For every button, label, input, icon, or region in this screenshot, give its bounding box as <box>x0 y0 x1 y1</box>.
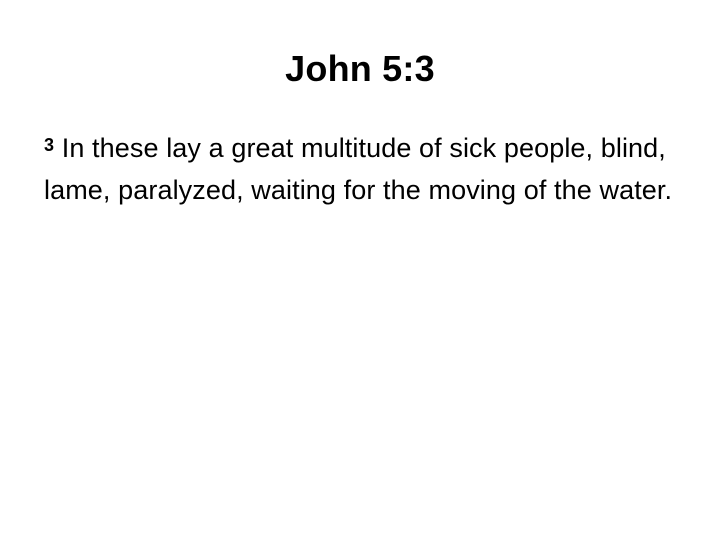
verse-number: 3 <box>44 135 55 155</box>
slide-title: John 5:3 <box>285 48 435 89</box>
verse-text: In these lay a great multitude of sick people, blind, lame, paralyzed, waiting for the moving of the water. <box>44 133 673 205</box>
verse-body <box>44 127 684 211</box>
